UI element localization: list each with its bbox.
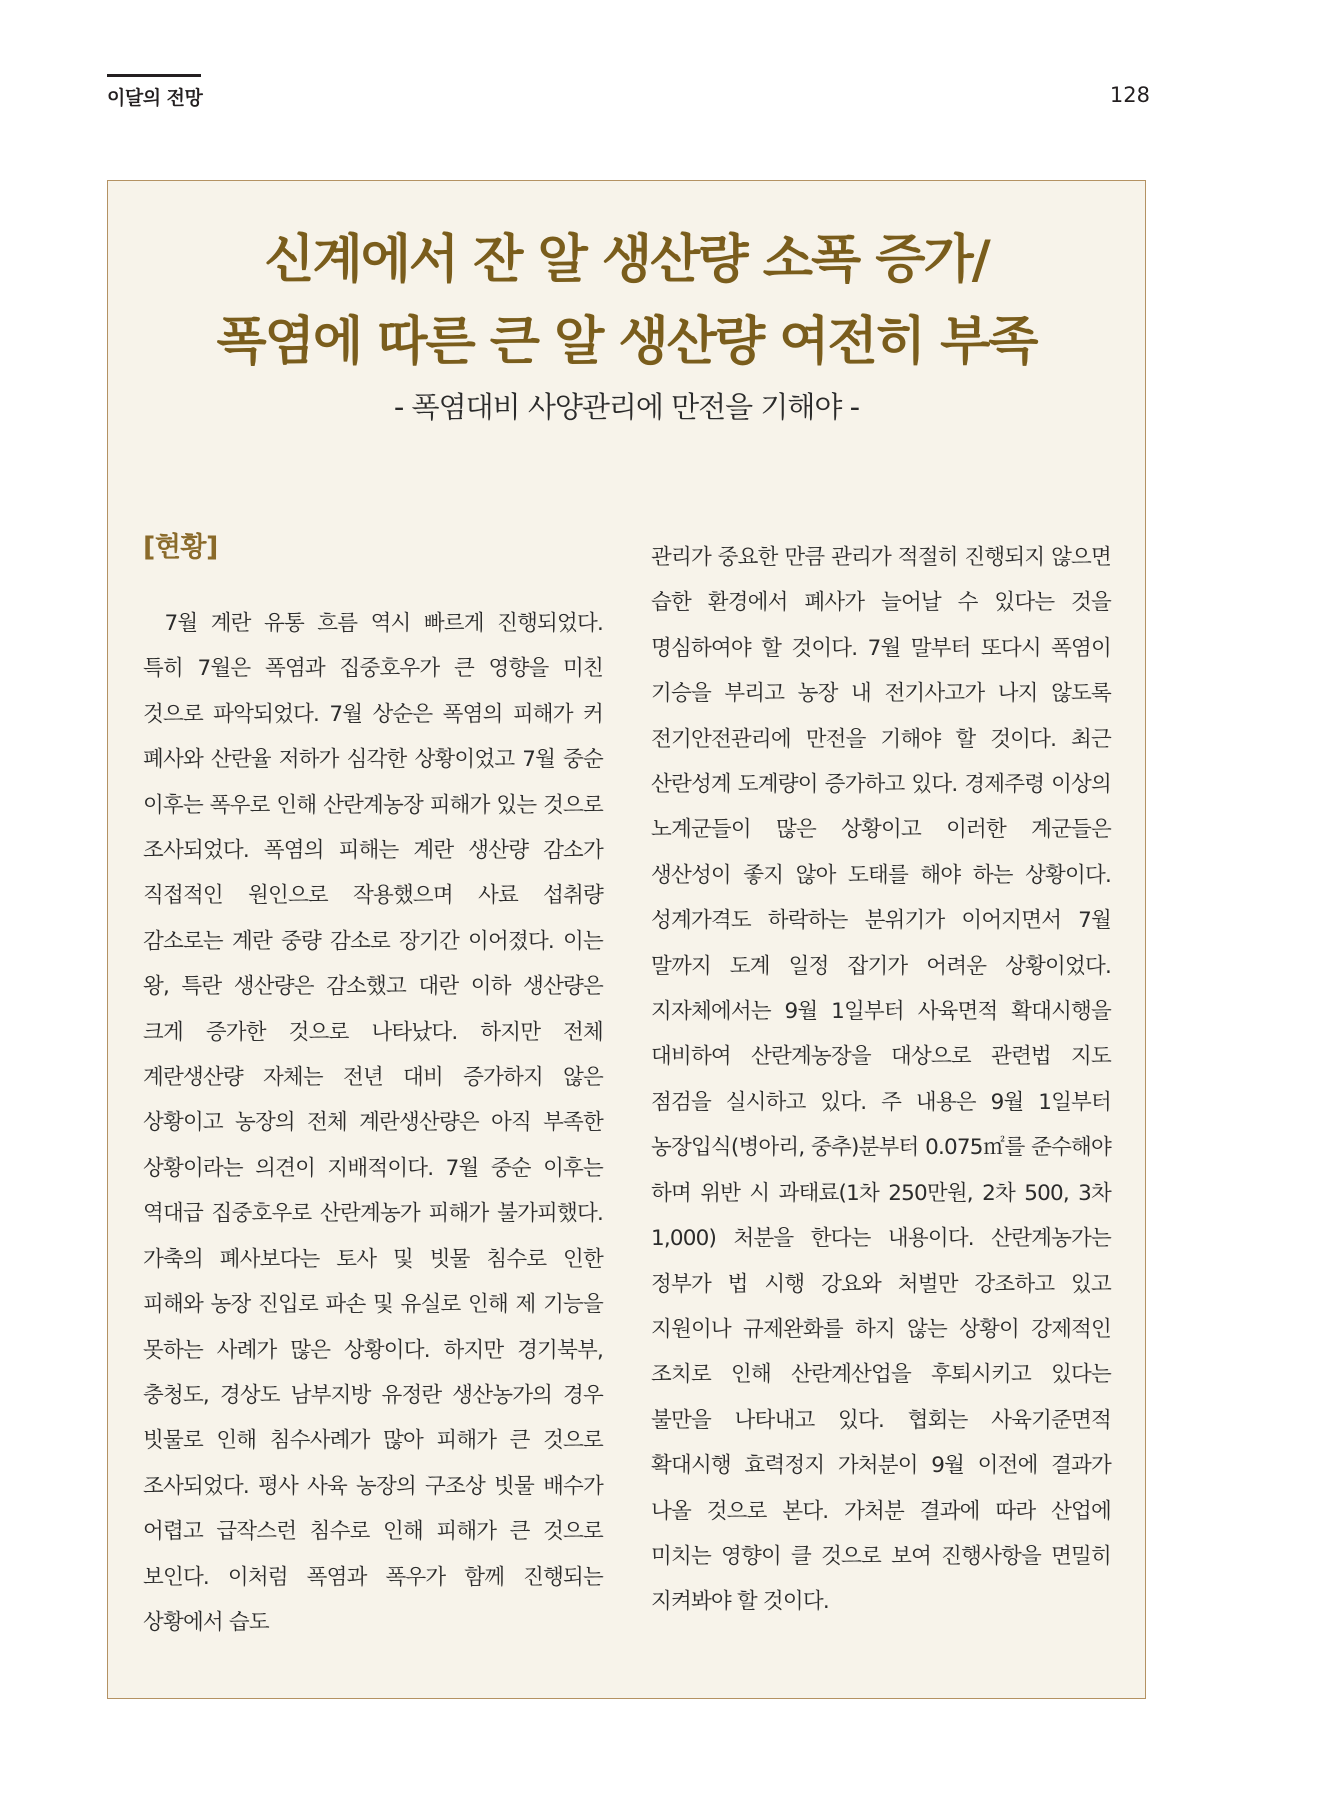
title-line-2: 폭염에 따른 큰 알 생산량 여전히 부족 [216,312,1037,372]
left-column [143,533,603,1645]
section-label: 이달의 전망 [107,87,203,109]
section-heading: [현황] [143,532,218,563]
article-title [108,219,1145,383]
article-box [107,180,1146,1699]
right-body-text: 관리가 중요한 만큼 관리가 적절히 진행되지 않으면 습한 환경에서 폐사가 늘어날 수 있다는 것을 명심하여야 할 것이다. 7월 말부터 또다시 폭염이 기승을 부리고 농장 내 전기사고가 나지 않도록 전기안전관리에 만전을 기해야 할 것이다. 최근 산란성계 도계량이 증가하고 있다. 경제주령 이상의 노계군들이 많은 상황이고 이러한 계군들은 생산성이 좋지 않아 도태를 해야 하는 상황이다. 성계가격도 하락하는 분위기가 이어지면서 7월 말까지 도계 일정 잡기가 어려운 상황이었다. 지자체에서는 9월 1일부터 사육면적 확대시행을 대비하여 산란계농장을 대상으로 관련법 지도 점검을 실시하고 있다. 주 내용은 9월 1일부터 농장입식(병아리, 중추)분부터 0.075㎡를 준수해야 하며 위반 시 과태료(1차 250만원, 2차 500, 3차 1,000) 처분을 한다는 내용이다. 산란계농가는 정부가 법 시행 강요와 처벌만 강조하고 있고 지원이나 규제완화를 하지 않는 상황이 강제적인 조치로 인해 산란계산업을 후퇴시키고 있다는 불만을 나타내고 있다. 협회는 사육기준면적 확대시행 효력정지 가처분이 9월 이전에 결과가 나올 것으로 본다. 가처분 결과에 따라 산업에 미치는 영향이 클 것으로 보여 진행사항을 면밀히 지켜봐야 할 것이다. [651,545,1111,1615]
title-line-1: 신계에서 잔 알 생산량 소폭 증가/ [264,230,989,290]
section-rule [107,74,201,77]
article-subtitle: - 폭염대비 사양관리에 만전을 기해야 - [393,390,860,424]
right-column [651,535,1111,1625]
left-body-text: 7월 계란 유통 흐름 역시 빠르게 진행되었다. 특히 7월은 폭염과 집중호우가 큰 영향을 미친 것으로 파악되었다. 7월 상순은 폭염의 피해가 커 폐사와 산란율 저하가 심각한 상황이었고 7월 중순 이후는 폭우로 인해 산란계농장 피해가 있는 것으로 조사되었다. 폭염의 피해는 계란 생산량 감소가 직접적인 원인으로 작용했으며 사료 섭취량 감소로는 계란 중량 감소로 장기간 이어졌다. 이는 왕, 특란 생산량은 감소했고 대란 이하 생산량은 크게 증가한 것으로 나타났다. 하지만 전체 계란생산량 자체는 전년 대비 증가하지 않은 상황이고 농장의 전체 계란생산량은 아직 부족한 상황이라는 의견이 지배적이다. 7월 중순 이후는 역대급 집중호우로 산란계농가 피해가 불가피했다. 가축의 폐사보다는 토사 및 빗물 침수로 인한 피해와 농장 진입로 파손 및 유실로 인해 제 기능을 못하는 사례가 많은 상황이다. 하지만 경기북부, 충청도, 경상도 남부지방 유정란 생산농가의 경우 빗물로 인해 침수사례가 많아 피해가 큰 것으로 조사되었다. 평사 사육 농장의 구조상 빗물 배수가 어렵고 급작스런 침수로 인해 피해가 큰 것으로 보인다. 이처럼 폭염과 폭우가 함께 진행되는 상황에서 습도 [143,611,603,1635]
page-number: 128 [1109,83,1150,107]
